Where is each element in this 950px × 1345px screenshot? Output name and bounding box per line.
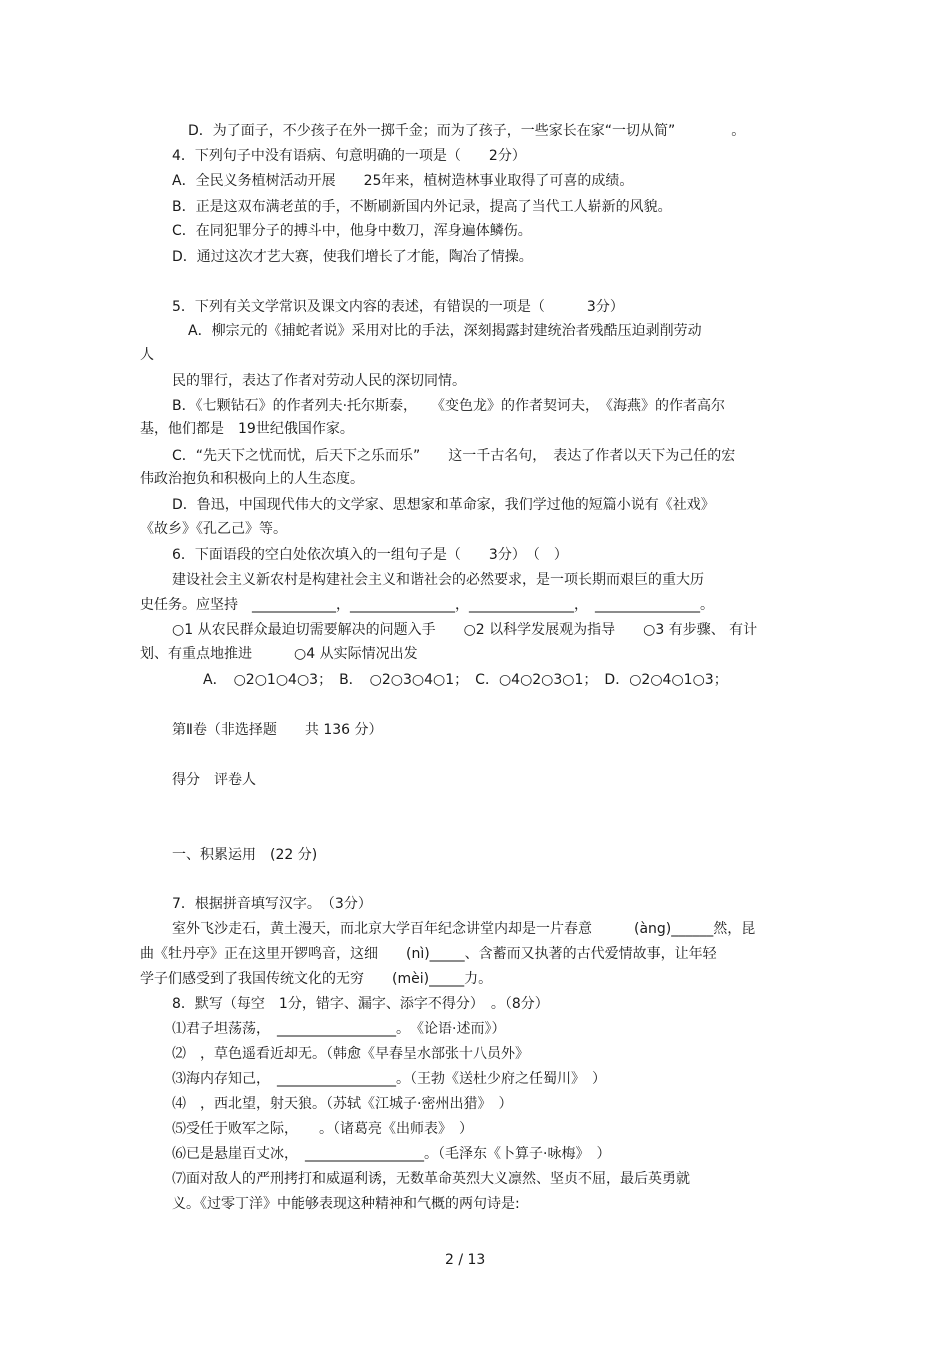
q5-option-b: B．《七颗钻石》的作者列夫·托尔斯泰， 《变色龙》的作者契诃夫， 《海燕》的作者高尔 <box>172 398 726 414</box>
q8-item-7-cont: 义。《过零丁洋》中能够表现这种精神和气概的两句诗是: <box>172 1196 520 1212</box>
q4-option-b: B．正是这双布满老茧的手，不断刷新国内外记录，提高了当代工人崭新的风貌。 <box>172 199 672 215</box>
page-number: 2 / 13 <box>445 1252 486 1268</box>
q5-option-d: D．鲁迅，中国现代伟大的文学家、思想家和革命家，我们学过他的短篇小说有《社戏》 <box>172 497 715 513</box>
q5-option-c: C．“先天下之忧而忧，后天下之乐而乐” 这一千古名句， 表达了作者以天下为己任的宏 <box>172 448 736 464</box>
section-2-title: 第Ⅱ卷（非选择题 共 136 分） <box>172 722 383 738</box>
q5-option-a-cont: 人 <box>140 347 154 363</box>
q8-item-6: ⑹已是悬崖百丈冰， _________________。（毛泽东《卜算子·咏梅》 ） <box>172 1146 611 1162</box>
q4-option-a: A．全民义务植树活动开展 25年来，植树造林事业取得了可喜的成绩。 <box>172 173 634 189</box>
q6-choices: ○1 从农民群众最迫切需要解决的问题入手 ○2 以科学发展观为指导 ○3 有步骤、 有计 <box>172 622 758 638</box>
q6-answer-options: A． ○2○1○4○3； B． ○2○3○4○1； C．○4○2○3○1； D．○2○4○1○3； <box>203 672 728 688</box>
q5-option-c-cont: 伟政治抱负和积极向上的人生态度。 <box>140 471 364 487</box>
q8-item-2: ⑵ ，草色遥看近却无。（韩愈《早春呈水部张十八员外》 <box>172 1046 529 1062</box>
q8-item-3: ⑶海内存知己， _________________。（王勃《送杜少府之任蜀川》 ） <box>172 1071 606 1087</box>
q8-item-1: ⑴君子坦荡荡， _________________。 《论语·述而》） <box>172 1021 506 1037</box>
q6-passage-blanks: 史任务。应坚持 ____________，_______________，_______________， _______________。 <box>140 597 714 613</box>
q6-passage: 建设社会主义新农村是构建社会主义和谐社会的必然要求，是一项长期而艰巨的重大历 <box>172 572 704 588</box>
q8-item-5: ⑸受任于败军之际， 。（诸葛亮《出师表》 ） <box>172 1121 473 1137</box>
q7-passage-3: 学子们感受到了我国传统文化的无穷 (mèi)_____力。 <box>140 971 493 987</box>
q5-option-a-cont2: 民的罪行，表达了作者对劳动人民的深切同情。 <box>172 373 466 389</box>
q5-stem: 5．下列有关文学常识及课文内容的表述，有错误的一项是（ 3分） <box>172 299 624 315</box>
q5-option-a: A．柳宗元的《捕蛇者说》采用对比的手法，深刻揭露封建统治者残酷压迫剥削劳动 <box>188 323 702 339</box>
part-1-heading: 一、积累运用 (22 分) <box>172 847 318 863</box>
q5-option-b-cont: 基，他们都是 19世纪俄国作家。 <box>140 421 354 437</box>
q7-passage-1: 室外飞沙走石，黄土漫天，而北京大学百年纪念讲堂内却是一片春意 (àng)______然，昆 <box>172 921 756 937</box>
q6-choices-cont: 划、有重点地推进 ○4 从实际情况出发 <box>140 646 418 662</box>
q3-option-d: D．为了面子，不少孩子在外一掷千金；而为了孩子，一些家长在家“一切从简” 。 <box>188 123 746 139</box>
q7-passage-2: 曲《牡丹亭》正在这里开锣鸣音，这细 (nì)_____、含蓄而又执著的古代爱情故事，让年轻 <box>140 946 717 962</box>
q8-item-7: ⑺面对敌人的严刑拷打和威逼利诱，无数革命英烈大义凛然、坚贞不屈，最后英勇就 <box>172 1171 690 1187</box>
q5-option-d-cont: 《故乡》《孔乙己》等。 <box>140 521 287 537</box>
q4-stem: 4．下列句子中没有语病、句意明确的一项是（ 2分） <box>172 148 526 164</box>
q8-stem: 8．默写（每空 1分，错字、漏字、添字不得分） 。（8分） <box>172 996 549 1012</box>
q4-option-c: C．在同犯罪分子的搏斗中，他身中数刀，浑身遍体鳞伤。 <box>172 223 532 239</box>
score-label: 得分 评卷人 <box>172 772 256 788</box>
q4-option-d: D．通过这次才艺大赛，使我们增长了才能，陶冶了情操。 <box>172 249 533 265</box>
q8-item-4: ⑷ ，西北望，射天狼。（苏轼《江城子·密州出猎》 ） <box>172 1096 513 1112</box>
q7-stem: 7．根据拼音填写汉字。 （3分） <box>172 896 372 912</box>
q6-stem: 6．下面语段的空白处依次填入的一组句子是（ 3分） （ ） <box>172 547 568 563</box>
